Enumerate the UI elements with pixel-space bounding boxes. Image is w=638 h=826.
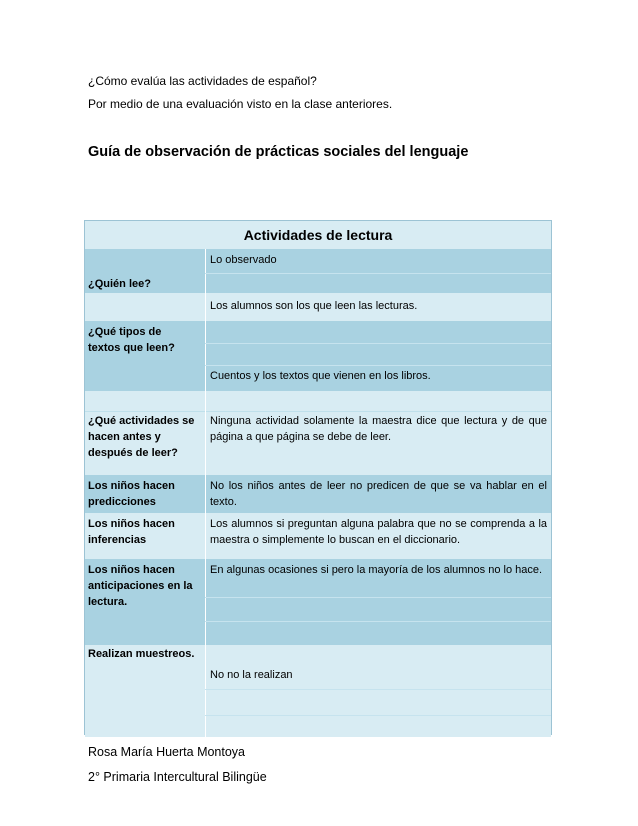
author-name: Rosa María Huerta Montoya xyxy=(88,745,246,759)
row-divider xyxy=(205,621,551,622)
row-observed: Cuentos y los textos que vienen en los libros. xyxy=(210,370,431,382)
row-label: Realizan muestreos. xyxy=(88,648,195,660)
row-divider xyxy=(205,343,551,344)
row-observed: No no la realizan xyxy=(210,669,293,681)
row-label: ¿Qué actividades se hacen antes y después de leer? xyxy=(88,415,195,459)
column-divider xyxy=(205,249,206,737)
row-divider xyxy=(205,365,551,366)
row-label: Los niños hacen inferencias xyxy=(88,518,175,546)
row-label: ¿Qué tipos de textos que leen? xyxy=(88,326,175,354)
question-text: ¿Cómo evalúa las actividades de español? xyxy=(88,74,317,88)
table-band xyxy=(85,391,551,411)
row-divider xyxy=(205,715,551,716)
row-observed: En algunas ocasiones si pero la mayoría de los alumnos no lo hace. xyxy=(210,564,543,576)
table-title: Actividades de lectura xyxy=(243,227,393,243)
row-divider xyxy=(205,597,551,598)
row-observed: Los alumnos son los que leen las lecturas. xyxy=(210,300,418,312)
row-label: Los niños hacen anticipaciones en la lectura. xyxy=(88,564,193,608)
row-label: ¿Quién lee? xyxy=(88,278,151,290)
row-divider xyxy=(205,273,551,274)
answer-text: Por medio de una evaluación visto en la clase anteriores. xyxy=(88,97,393,111)
row-observed: Los alumnos si preguntan alguna palabra que no se comprenda a la maestra o simplemente lo buscan en el diccionario. xyxy=(210,518,547,546)
guide-title: Guía de observación de prácticas sociales del lenguaje xyxy=(88,144,469,160)
observation-table xyxy=(84,220,552,735)
row-label: Los niños hacen predicciones xyxy=(88,480,175,508)
row-observed: No los niños antes de leer no predicen de que se va hablar en el texto. xyxy=(210,480,547,508)
row-observed: Ninguna actividad solamente la maestra dice que lectura y de que página a que página se debe de leer. xyxy=(210,415,547,443)
observed-header: Lo observado xyxy=(210,254,277,266)
row-divider xyxy=(205,689,551,690)
program-name: 2° Primaria Intercultural Bilingüe xyxy=(88,770,267,784)
